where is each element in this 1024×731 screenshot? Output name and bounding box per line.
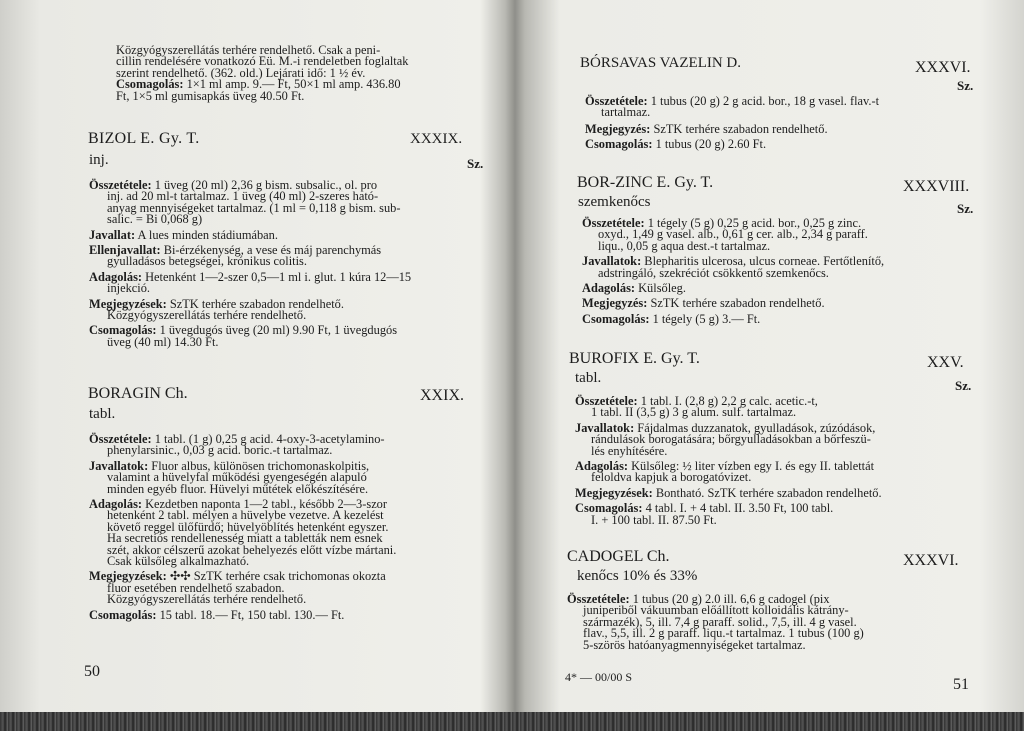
- field-label: Megjegyzés:: [585, 121, 651, 136]
- field-label: Adagolás:: [575, 459, 629, 474]
- text-line: Csomagolás: 1 tégely (5 g) 3.— Ft.: [582, 311, 761, 326]
- text-line: I. + 100 tabl. II. 87.50 Ft.: [591, 512, 717, 527]
- field-label: Javallatok:: [582, 254, 642, 269]
- text-line: Közgyógyszerellátás terhére rendelhető.: [107, 592, 307, 607]
- text-line: Javallatok: Fluor albus, különösen trichomonaskolpitis,: [89, 458, 370, 473]
- field-label: Csomagolás:: [585, 137, 653, 152]
- entry-body-cadogel: [567, 594, 864, 651]
- text-line: juniperiből vákuumban előállított kolloidális kátrány-: [583, 603, 849, 618]
- sz-mark: Sz.: [955, 378, 972, 393]
- text-line: liqu., 0,05 g aqua dest.-t tartalmaz.: [598, 238, 771, 253]
- entry-body-boragin: [89, 434, 396, 621]
- field-label: Megjegyzések:: [89, 296, 167, 311]
- field-label: Megjegyzés:: [582, 296, 648, 311]
- text-line: phenylarsinic., 0,03 g acid. boric.-t tartalmaz.: [107, 443, 333, 458]
- text-line: oxyd., 1,49 g vasel. alb., 0,61 g cer. alb., 2,34 g paraff.: [598, 227, 868, 242]
- entry-form: tabl.: [575, 370, 602, 386]
- text-line: szerint rendelhető. (362. old.) Lejárati idő: 1 ½ év.: [116, 65, 366, 80]
- entry-title: CADOGEL Ch.: [567, 548, 670, 565]
- text-line: salic. = Bi 0,068 g): [107, 212, 203, 227]
- text-line: rándulások borogatására; bőrgyulladásokban a bőrfeszü-: [591, 432, 871, 447]
- text-line: Ellenjavallat: Bi-érzékenység, a vese és máj parenchymás: [89, 243, 382, 258]
- text-line: Összetétele: 1 tubus (20 g) 2.0 ill. 6,6 g cadogel (pix: [567, 592, 830, 606]
- field-label: Adagolás:: [89, 497, 143, 512]
- field-label: Javallatok:: [575, 420, 635, 435]
- entry-title: BÓRSAVAS VAZELIN D.: [580, 55, 742, 71]
- text-line: Megjegyzés: SzTK terhére szabadon rendelhető.: [585, 121, 828, 136]
- sz-mark: Sz.: [957, 201, 974, 216]
- text-line: tartalmaz.: [601, 105, 651, 120]
- entry-title: BOR-ZINC E. Gy. T.: [577, 174, 714, 191]
- entry-body-burofix: [575, 396, 882, 526]
- text-line: 1 tabl. II (3,5 g) 3 g alum. sulf. tartalmaz.: [591, 405, 797, 420]
- entry-body-borzinc: [582, 218, 884, 325]
- text-line: cillin rendelésére vonatkozó Eü. M.-i rendeletben foglaltak: [116, 54, 409, 69]
- entry-title: BIZOL E. Gy. T.: [88, 130, 200, 147]
- text-line: Javallatok: Blepharitis ulcerosa, ulcus corneae. Fertőtlenítő,: [582, 254, 885, 269]
- field-label: Összetétele:: [89, 178, 152, 192]
- text-line: Összetétele: 1 tégely (5 g) 0,25 g acid. bor., 0,25 g zinc.: [582, 216, 862, 230]
- text-line: Megjegyzés: SzTK terhére szabadon rendelhető.: [582, 296, 825, 311]
- field-label: Csomagolás:: [575, 501, 643, 516]
- text-line: lés enyhítésére.: [591, 443, 668, 458]
- printer-mark: 4* — 00/00 S: [565, 670, 633, 684]
- text-line: valamint a hüvelyfal működési gyengeségén alapuló: [107, 470, 367, 485]
- entry-header-bizol: [88, 130, 200, 148]
- text-line: üveg (40 ml) 14.30 Ft.: [107, 334, 219, 349]
- field-label: Javallatok:: [89, 458, 149, 473]
- text-line: feloldva kapjuk a borogatóvizet.: [591, 470, 752, 485]
- field-label: Csomagolás:: [89, 323, 157, 338]
- text-line: flav., 5,5, ill. 2 g paraff. liqu.-t tartalmaz. 1 tubus (100 g): [583, 626, 864, 641]
- entry-number: XXXVI.: [915, 59, 971, 76]
- text-line: Csomagolás: 1 üvegdugós üveg (20 ml) 9.90 Ft, 1 üvegdugós: [89, 323, 398, 338]
- field-label: Megjegyzések:: [89, 569, 167, 584]
- field-label: Összetétele:: [89, 432, 152, 446]
- entry-form: szemkenőcs: [578, 194, 651, 210]
- text-line: inj. ad 20 ml-t tartalmaz. 1 üveg (40 ml) 2-szeres ható-: [107, 189, 379, 204]
- sz-mark: Sz.: [467, 156, 484, 171]
- text-line: Megjegyzések: SzTK terhére szabadon rendelhető.: [89, 296, 344, 311]
- text-line: Ha secretiós rendellenesség miatt a tabletták nem esnek: [107, 531, 383, 546]
- page-number: 50: [84, 663, 100, 680]
- text-line: Csomagolás: 1 tubus (20 g) 2.60 Ft.: [585, 137, 767, 152]
- intro-block: [116, 45, 408, 102]
- entry-body-borsavas: [585, 96, 879, 151]
- text-line: Közgyógyszerellátás terhére rendelhető. Csak a peni-: [116, 43, 381, 57]
- text-line: Csomagolás: 15 tabl. 18.— Ft, 150 tabl. 130.— Ft.: [89, 607, 345, 622]
- field-label: Összetétele:: [575, 394, 638, 408]
- text-line: követő reggel ülőfürdő; hüvelyöblítés hetenként egyszer.: [107, 519, 389, 534]
- text-line: hetenként 2 tabl. mélyen a hüvelybe vezetve. A kezelést: [107, 508, 384, 523]
- field-label: Adagolás:: [582, 281, 636, 296]
- text-line: Adagolás: Hetenként 1—2-szer 0,5—1 ml i. glut. 1 kúra 12—15: [89, 269, 412, 284]
- text-line: Javallat: A lues minden stádiumában.: [89, 227, 278, 242]
- field-label: Csomagolás:: [582, 311, 650, 326]
- page-number: 51: [953, 676, 969, 693]
- entry-form: kenőcs 10% és 33%: [577, 568, 698, 584]
- text-line: Javallatok: Fájdalmas duzzanatok, gyulladások, zúzódások,: [575, 420, 876, 435]
- text-line: Megjegyzések: ✣✣ SzTK terhére csak trichomonas okozta: [89, 569, 386, 584]
- text-line: gyulladásos betegségei, krónikus colitis.: [107, 254, 307, 269]
- text-line: Adagolás: Külsőleg: ½ liter vízben egy I. és egy II. tablettát: [575, 459, 875, 474]
- text-line: Összetétele: 1 tubus (20 g) 2 g acid. bor., 18 g vasel. flav.-t: [585, 94, 880, 108]
- entry-body-bizol: [89, 180, 411, 348]
- field-label: Összetétele:: [567, 592, 630, 606]
- field-label: Összetétele:: [585, 94, 648, 108]
- text-line: szét, akkor célszerű azokat behelyezés előtt vízbe mártani.: [107, 542, 397, 557]
- field-label: Megjegyzések:: [575, 485, 653, 500]
- field-label: Javallat:: [89, 227, 136, 242]
- text-line: Ft, 1×5 ml gumisapkás üveg 40.50 Ft.: [116, 88, 305, 103]
- field-label: Csomagolás:: [116, 77, 184, 92]
- entry-form: tabl.: [89, 406, 116, 422]
- entry-title: BORAGIN Ch.: [88, 385, 188, 402]
- text-line: 5-szörös hatóanyagmennyiségeket tartalmaz.: [583, 637, 806, 652]
- text-line: Csomagolás: 1×1 ml amp. 9.— Ft, 50×1 ml amp. 436.80: [116, 77, 401, 92]
- text-line: minden egyéb fluor. Hüvelyi műtétek előkészítésére.: [107, 481, 369, 496]
- sz-mark: Sz.: [957, 78, 974, 93]
- text-line: Összetétele: 1 üveg (20 ml) 2,36 g bism. subsalic., ol. pro: [89, 178, 378, 192]
- field-label: Adagolás:: [89, 269, 143, 284]
- text-line: Megjegyzések: Bontható. SzTK terhére szabadon rendelhető.: [575, 485, 882, 500]
- text-line: Közgyógyszerellátás terhére rendelhető.: [107, 308, 307, 323]
- text-line: adstringáló, szekréciót csökkentő szemkenőcs.: [598, 265, 829, 280]
- text-line: Adagolás: Kezdetben naponta 1—2 tabl., később 2—3-szor: [89, 497, 388, 512]
- entry-title: BUROFIX E. Gy. T.: [569, 350, 700, 367]
- page-edge: [0, 712, 1024, 731]
- text-line: Csomagolás: 4 tabl. I. + 4 tabl. II. 3.50 Ft, 100 tabl.: [575, 501, 834, 516]
- text-line: Adagolás: Külsőleg.: [582, 281, 686, 296]
- entry-number: XXXVIII.: [903, 178, 970, 195]
- text-line: injekció.: [107, 281, 151, 296]
- field-label: Összetétele:: [582, 216, 645, 230]
- field-label: Csomagolás:: [89, 607, 157, 622]
- entry-number: XXV.: [927, 354, 964, 371]
- text-line: Összetétele: 1 tabl. (1 g) 0,25 g acid. 4-oxy-3-acetylamino-: [89, 432, 385, 446]
- text-line: anyag mennyiségeket tartalmaz. (1 ml = 0,118 g bism. sub-: [107, 200, 401, 215]
- entry-number: XXXVI.: [903, 552, 959, 569]
- text-line: Összetétele: 1 tabl. I. (2,8 g) 2,2 g calc. acetic.-t,: [575, 394, 818, 408]
- entry-number: XXXIX.: [410, 131, 463, 147]
- text-line: Csak külsőleg alkalmazható.: [107, 554, 250, 569]
- field-label: Ellenjavallat:: [89, 243, 161, 258]
- text-line: származék), 5, ill. 7,4 g paraff. solid., 7,5, ill. 4 g vasel.: [583, 614, 857, 629]
- entry-form: inj.: [89, 152, 109, 168]
- entry-number: XXIX.: [420, 387, 464, 404]
- text-line: fluor esetében rendelhető szabadon.: [107, 580, 285, 595]
